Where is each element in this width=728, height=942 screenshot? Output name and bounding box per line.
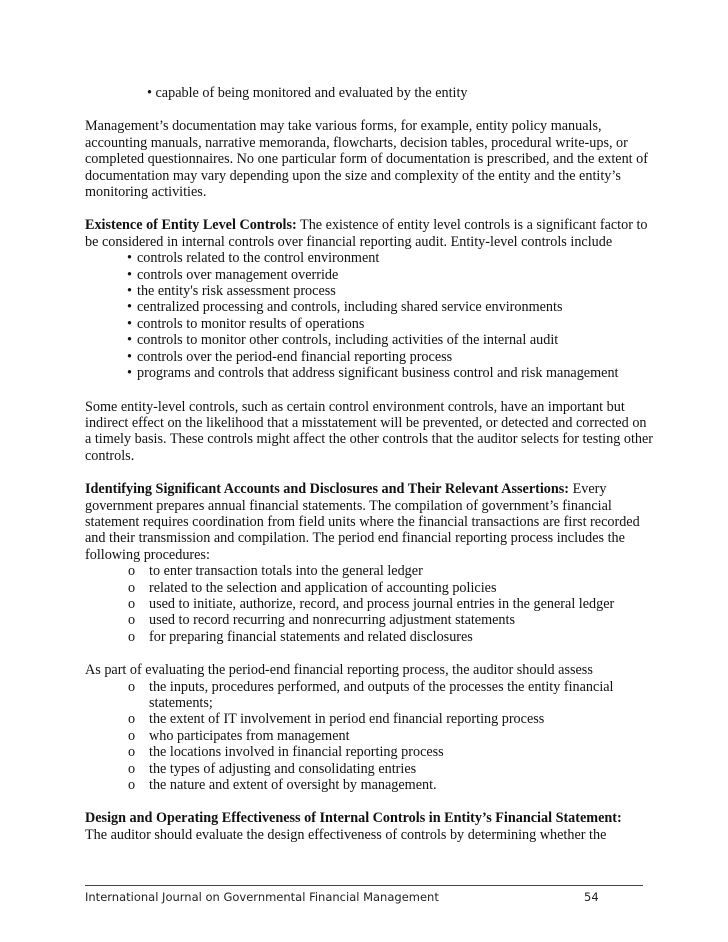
list-item: o the extent of IT involvement in period end financial reporting process <box>85 711 655 727</box>
list-item: o the inputs, procedures performed, and outputs of the processes the entity financial statements; <box>85 679 655 712</box>
list-item: • controls to monitor results of operations <box>85 316 655 332</box>
list-item: o who participates from management <box>85 728 655 744</box>
footer-divider <box>85 885 643 886</box>
entity-level-heading: Existence of Entity Level Controls: <box>85 217 297 234</box>
significant-accounts-heading: Identifying Significant Accounts and Disclosures and Their Relevant Assertions: <box>85 481 570 498</box>
documentation-paragraph: Management’s documentation may take various forms, for example, entity policy manuals, accounting manuals, narrative memoranda, flowcharts, decision tables, procedural write-ups, or completed questionnaires. No one particular form of documentation is prescribed, and the extent of documentation may vary depending upon the size and complexity of the entity and the entity’s monitoring activities. <box>85 118 648 201</box>
evaluating-paragraph: As part of evaluating the period-end financial reporting process, the auditor should assess <box>85 662 593 679</box>
design-paragraph: The auditor should evaluate the design effectiveness of controls by determining whether the <box>85 826 607 843</box>
list-item: • controls related to the control environment <box>85 250 655 266</box>
list-item: • the entity's risk assessment process <box>85 283 655 299</box>
list-item: • controls to monitor other controls, including activities of the internal audit <box>85 332 655 348</box>
footer-journal-title: International Journal on Governmental Financial Management <box>85 890 439 904</box>
page-body <box>85 85 655 843</box>
list-item: • programs and controls that address significant business control and risk management <box>85 365 655 381</box>
list-item: o the nature and extent of oversight by management. <box>85 777 655 793</box>
intro-bullet: • capable of being monitored and evaluated by the entity <box>147 85 468 101</box>
list-item: o the types of adjusting and consolidating entries <box>85 761 655 777</box>
list-item: o used to record recurring and nonrecurring adjustment statements <box>85 612 655 628</box>
entity-level-bullet-list <box>85 250 655 381</box>
significant-accounts-paragraph <box>85 481 655 563</box>
page-number: 54 <box>584 890 599 904</box>
some-controls-paragraph: Some entity-level controls, such as certain control environment controls, have an important but indirect effect on the likelihood that a misstatement will be prevented, or detected and corrected on a timely basis. These controls might affect the other controls that the auditor selects for testing other controls. <box>85 398 654 464</box>
list-item: • controls over management override <box>85 267 655 283</box>
list-item: o related to the selection and application of accounting policies <box>85 580 655 596</box>
design-heading-text: Design and Operating Effectiveness of Internal Controls in Entity’s Financial Statement: <box>85 810 622 827</box>
list-item: o used to initiate, authorize, record, and process journal entries in the general ledger <box>85 596 655 612</box>
assessment-list <box>85 679 655 794</box>
procedures-list <box>85 563 655 645</box>
design-heading <box>85 810 655 826</box>
entity-level-paragraph <box>85 217 655 250</box>
significant-accounts-text: Every government prepares annual financial statements. The compilation of government’s financial statement requires coordination from field units where the financial transactions are first recorded and their transmission and compilation. The period end financial reporting process includes the following procedures: <box>85 481 640 563</box>
entity-level-text: The existence of entity level controls is a significant factor to be considered in internal controls over financial reporting audit. Entity-level controls include <box>85 217 648 250</box>
list-item: • controls over the period-end financial reporting process <box>85 349 655 365</box>
list-item: o for preparing financial statements and related disclosures <box>85 629 655 645</box>
list-item: o the locations involved in financial reporting process <box>85 744 655 760</box>
list-item: • centralized processing and controls, including shared service environments <box>85 299 655 315</box>
list-item: o to enter transaction totals into the general ledger <box>85 563 655 579</box>
